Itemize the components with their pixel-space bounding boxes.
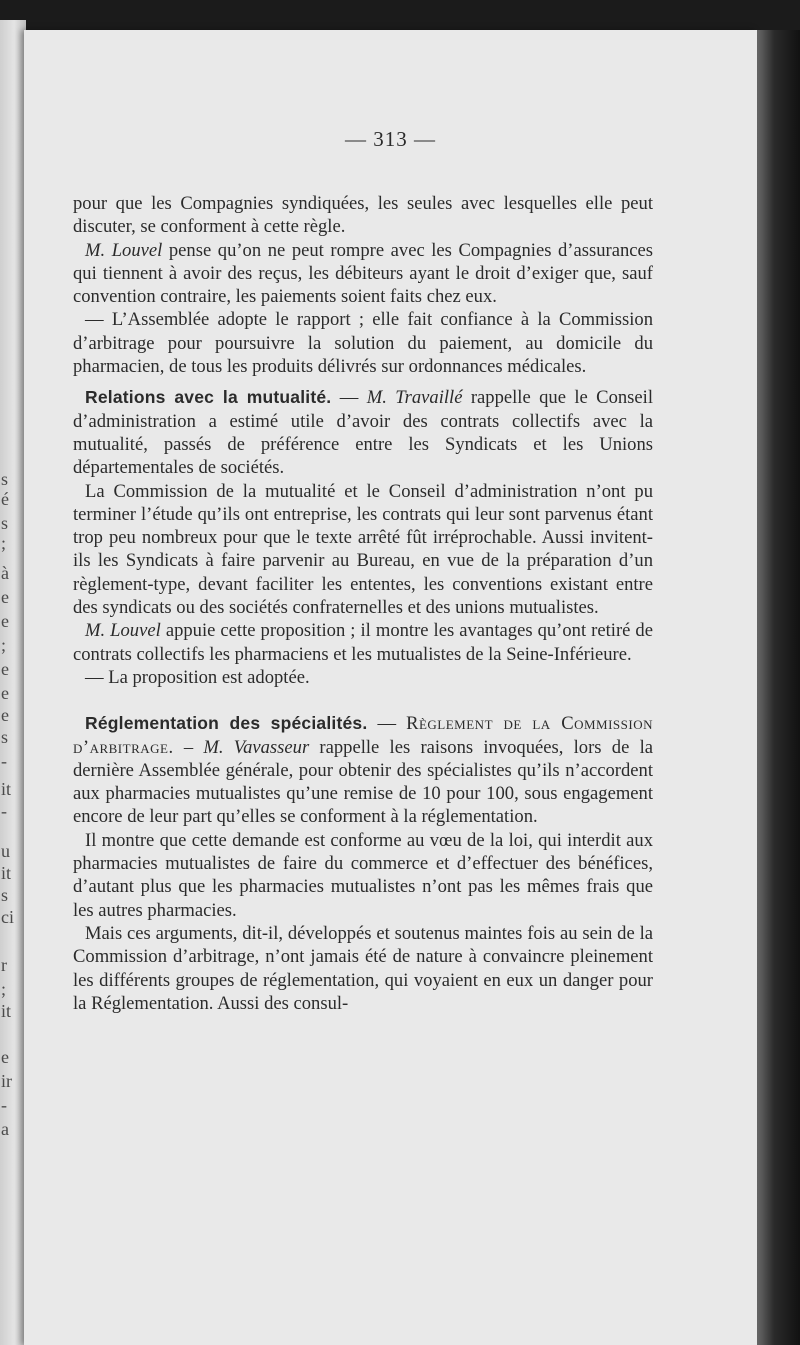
margin-fragment: e <box>1 1047 9 1067</box>
paragraph: La Commission de la mutualité et le Conseil d’administration n’ont pu terminer l’étude qu’ils ont entreprise, les contrats qui leur sont parvenus étant trop peu nombreux pour que le texte arrêté fût irréprochable. Aussi invitent-ils les Syndicats à faire parvenir au Bureau, en vue de la préparation d’un règlement-type, devant faciliter les ententes, les conventions existant entre des syndicats ou des sociétés confraternelles et des unions mutualistes. <box>73 480 653 619</box>
margin-fragment: - <box>1 751 7 771</box>
speaker-name: M. Travaillé <box>366 387 463 409</box>
previous-page-edge <box>0 20 26 1345</box>
margin-fragment: it <box>1 1001 12 1021</box>
paragraph: pour que les Compagnies syndiquées, les seules avec lesquelles elle peut discuter, se conforment à cette règle. <box>73 193 653 238</box>
paragraph: Mais ces arguments, dit-il, développés et soutenus maintes fois au sein de la Commission d’arbitrage, n’ont jamais été de nature à convaincre pleinement les différents groupes de réglementation, qui voyaient en eux un danger pour la Réglementation. Aussi des consul- <box>73 922 653 1014</box>
margin-fragment: e <box>1 659 9 679</box>
margin-fragment: s <box>1 885 9 905</box>
paragraph: — L’Assemblée adopte le rapport ; elle fait confiance à la Commission d’arbitrage pour poursuivre la solution du paiement, au domicile du pharmacien, de tous les produits délivrés sur ordonnances médicales. <box>73 309 653 378</box>
section-heading: Relations avec la mutualité. <box>85 387 332 408</box>
margin-fragment: ; <box>1 979 7 999</box>
margin-fragment: é <box>1 489 9 509</box>
margin-fragment: - <box>1 1095 7 1115</box>
margin-fragment: - <box>1 801 7 821</box>
page-number: — 313 — <box>345 127 436 151</box>
margin-fragment: u <box>1 841 10 861</box>
margin-fragment: e <box>1 705 9 725</box>
page-body <box>73 192 653 1015</box>
margin-fragment: ir <box>1 1071 12 1091</box>
margin-fragment: s <box>1 513 9 533</box>
margin-fragment: ; <box>1 635 7 655</box>
speaker-name: M. Louvel <box>85 239 163 261</box>
section-reglementation-specialites: Réglementation des spécialités. — Règlement de la Commission d’arbitrage. – M. Vavasseur rappelle les raisons invoquées, lors de la dernière Assemblée générale, pour obtenir des spécialistes qu’ils n’accordent aux pharmacies mutualistes qu’une remise de 10 pour 100, sous engagement encore de leur part qu’elles se conforment à la réglementation. <box>73 713 653 828</box>
speaker-name: M. Vavasseur <box>203 736 310 758</box>
margin-fragment: s <box>1 727 9 747</box>
margin-fragment: e <box>1 587 9 607</box>
margin-fragment: ; <box>1 533 7 553</box>
margin-fragment: e <box>1 611 9 631</box>
margin-fragment: ci <box>1 907 14 927</box>
paragraph: M. Louvel appuie cette proposition ; il montre les avantages qu’ont retiré de contrats collectifs les pharmaciens et les mutualistes de la Seine-Inférieure. <box>73 620 653 665</box>
margin-fragment: a <box>1 1119 9 1139</box>
margin-fragment: it <box>1 863 12 883</box>
paragraph: — La proposition est adoptée. <box>85 666 310 688</box>
section-relations-mutualite: Relations avec la mutualité. — M. Travaillé rappelle que le Conseil d’administration a estimé utile d’avoir des contrats collectifs avec la mutualité, passés de préférence entre les Syndicats et les Unions départementales de sociétés. <box>73 387 653 479</box>
margin-fragment: s <box>1 469 9 489</box>
margin-fragment: it <box>1 779 12 799</box>
paragraph: Il montre que cette demande est conforme au vœu de la loi, qui interdit aux pharmacies mutualistes de faire du commerce et d’effectuer des bénéfices, d’autant plus que les pharmacies mutualistes n’ont pas les mêmes frais que les autres pharmacies. <box>73 829 653 921</box>
margin-fragment: à <box>1 563 9 583</box>
speaker-name: M. Louvel <box>85 620 161 642</box>
book-page <box>24 30 757 1345</box>
section-heading: Réglementation des spécialités. <box>85 713 368 734</box>
page-shadow-edge <box>757 30 800 1345</box>
section-subheading: Règlement de la Commission d’arbitrage. <box>73 713 653 758</box>
paragraph: M. Louvel pense qu’on ne peut rompre avec les Compagnies d’assurances qui tiennent à avoir des reçus, les débiteurs ayant le droit d’exiger que, sauf convention contraire, les paiements soient faits chez eux. <box>73 239 653 308</box>
margin-fragment: r <box>1 955 7 975</box>
margin-fragment: e <box>1 683 9 703</box>
